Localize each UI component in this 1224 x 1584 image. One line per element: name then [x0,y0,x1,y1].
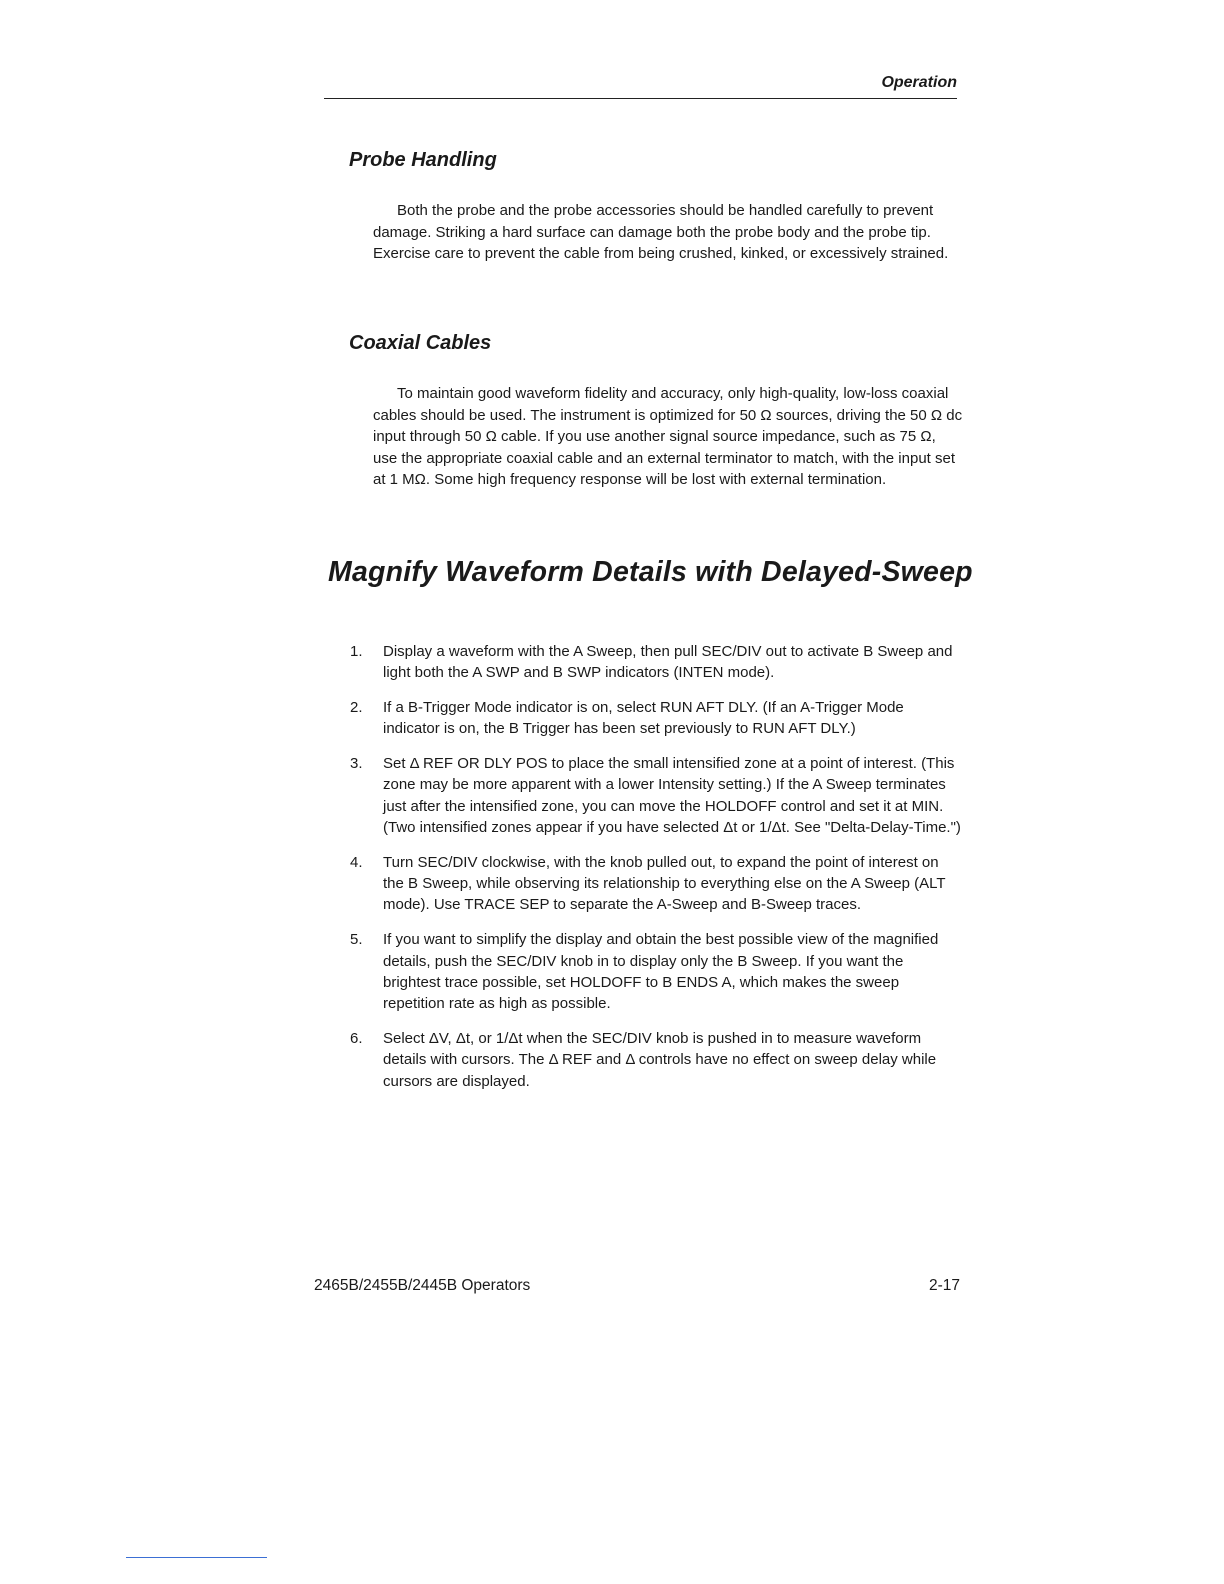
bottom-divider [126,1557,267,1558]
step-text: Display a waveform with the A Sweep, then pull SEC/DIV out to activate B Sweep and light both the A SWP and B SWP indicators (INTEN mode). [383,643,953,682]
probe-handling-paragraph: Both the probe and the probe accessories should be handled carefully to prevent damage. Striking a hard surface can damage both the probe body and the probe tip. Exercise care to prevent the cable from being crushed, kinked, or excessively strained. [373,202,949,262]
page-footer [314,1277,960,1295]
procedure-step [350,641,962,684]
step-number: 4. [350,853,363,871]
step-text: If you want to simplify the display and obtain the best possible view of the magnified details, push the SEC/DIV knob in to display only the B Sweep. If you want the brightest trace possible, set HOLDOFF to B ENDS A, which makes the sweep repetition rate as high as possible. [383,931,939,1013]
step-text: Turn SEC/DIV clockwise, with the knob pulled out, to expand the point of interest on the B Sweep, while observing its relationship to everything else on the A Sweep (ALT mode). Use TRACE SEP to separate the A-Sweep and B-Sweep traces. [383,853,946,914]
step-number: 3. [350,755,363,773]
probe-handling-heading: Probe Handling [349,149,497,171]
header-rule [324,98,957,99]
procedure-step [350,753,962,838]
page-number: 2-17 [928,1277,960,1294]
procedure-step [350,929,962,1014]
step-number: 2. [350,699,363,717]
step-text: Set Δ REF OR DLY POS to place the small intensified zone at a point of interest. (This zone may be more apparent with a lower Intensity setting.) If the A Sweep terminates just after the intensified zone, you can move the HOLDOFF control and set it at MIN. (Two intensified zones appear if you have selected Δt or 1/Δt. See "Delta-Delay-Time.") [383,755,961,837]
step-text: Select ΔV, Δt, or 1/Δt when the SEC/DIV knob is pushed in to measure waveform details with cursors. The Δ REF and Δ controls have no effect on sweep delay while cursors are displayed. [383,1029,937,1090]
procedure-steps [350,641,962,1105]
step-number: 1. [350,643,363,660]
coaxial-cables-paragraph: To maintain good waveform fidelity and accuracy, only high-quality, low-loss coaxial cables should be used. The instrument is optimized for 50 Ω sources, driving the 50 Ω dc input through 50 Ω cable. If you use another signal source impedance, such as 75 Ω, use the appropriate coaxial cable and an external terminator to match, with the input set at 1 MΩ. Some high frequency response will be lost with external termination. [373,385,963,488]
step-number: 5. [350,931,363,949]
procedure-step [350,1028,962,1092]
procedure-step [350,697,962,740]
procedure-step [350,852,962,916]
manual-title: 2465B/2455B/2445B Operators [314,1277,531,1294]
magnify-heading: Magnify Waveform Details with Delayed-Sweep [328,556,973,588]
step-number: 6. [350,1029,363,1047]
coaxial-cables-heading: Coaxial Cables [349,332,492,354]
running-head: Operation [881,74,957,91]
step-text: If a B-Trigger Mode indicator is on, select RUN AFT DLY. (If an A-Trigger Mode indicator is on, the B Trigger has been set previously to RUN AFT DLY.) [383,699,904,738]
